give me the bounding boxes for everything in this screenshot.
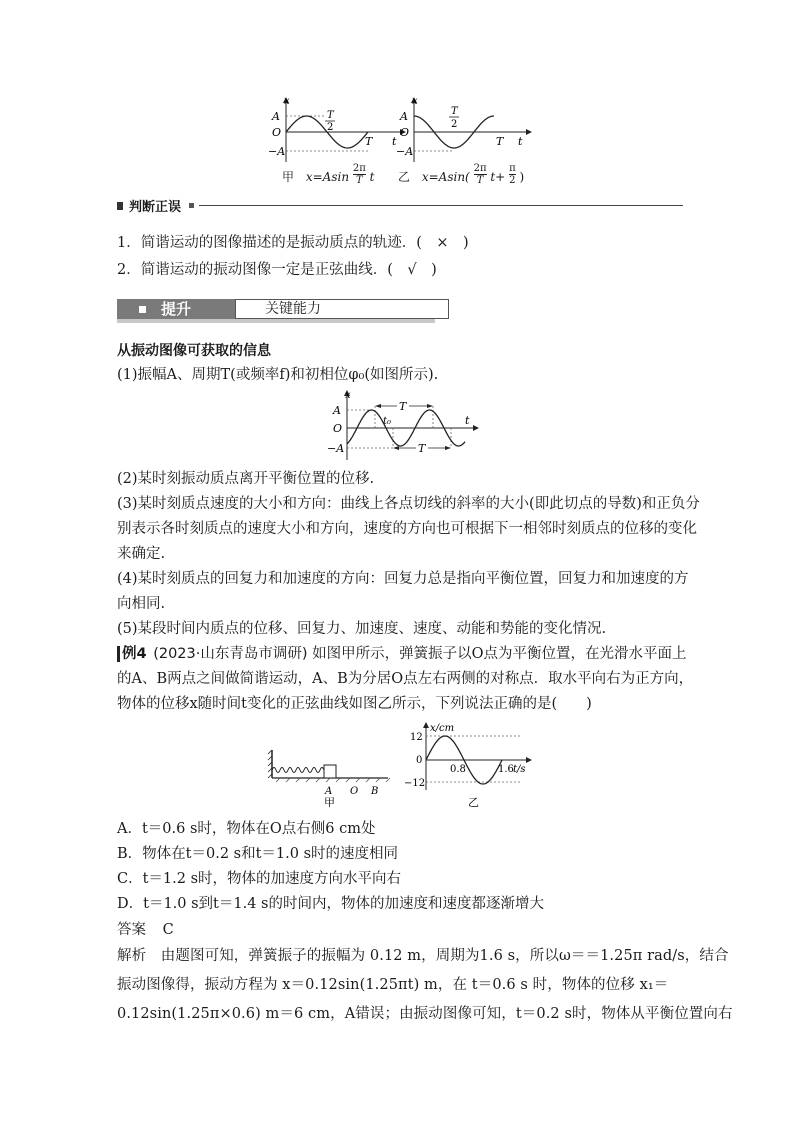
info-item-5: (5)某段时间内质点的位移、回复力、加速度、速度、动能和势能的变化情况.: [117, 621, 607, 637]
option-C: C．t＝1.2 s时，物体的加速度方向水平向右: [117, 871, 402, 887]
analysis-line-1: 解析 由题图可知，弹簧振子的振幅为 0.12 m，周期为1.6 s，所以ω＝＝1.25π rad/s，结合: [117, 948, 729, 964]
tisheng-banner: [117, 299, 435, 323]
jia-halfT-num: T: [327, 110, 334, 121]
info-item-3-line1: (3)某时刻质点速度的大小和方向：曲线上各点切线的斜率的大小(即此切点的导数)和正负分: [117, 496, 700, 512]
tisheng-underline: [117, 319, 435, 323]
caption-yi-frac2-den: 2: [509, 175, 516, 186]
yi-A-label: A: [400, 110, 408, 123]
caption-yi-eq: x=Asin(: [421, 170, 470, 184]
section-marker-left: [117, 202, 123, 210]
jia-t-label: t: [392, 135, 397, 148]
osc-B-label: B: [371, 786, 379, 797]
yi-O-label: O: [400, 126, 410, 139]
osc-A-label: A: [325, 786, 333, 797]
judge-item-1: 1．简谐运动的图像描述的是振动质点的轨迹．( × ): [117, 235, 469, 251]
caption-jia-tail: t: [369, 170, 375, 184]
tisheng-sub-label: 关键能力: [265, 301, 321, 317]
tisheng-label: 提升: [161, 300, 192, 318]
caption-jia-eq: x=Asin: [305, 170, 350, 184]
example-stem-1: 如图甲所示，弹簧振子以O点为平衡位置，在光滑水平面上: [312, 646, 687, 662]
sine-graph-jia: [270, 96, 410, 166]
yi-halfT-num: T: [451, 106, 458, 117]
yi-negA-label: −A: [396, 145, 414, 158]
yi-x-label: x: [412, 96, 418, 107]
xt-x-unit: t/s: [513, 764, 526, 775]
osc-caption: 甲: [324, 796, 335, 809]
xt-graph-figure: [400, 720, 540, 812]
jia-halfT-den: 2: [327, 122, 334, 133]
xt-caption: 乙: [468, 796, 479, 809]
caption-yi: [398, 163, 524, 187]
jia-O-label: O: [272, 126, 282, 139]
ap-T-top: T: [399, 400, 407, 413]
jia-x-label: x: [284, 96, 290, 107]
caption-yi-mid: t+: [490, 170, 506, 184]
analysis-line-3: 0.12sin(1.25π×0.6) m＝6 cm，A错误；由振动图像可知，t＝0.2 s时，物体从平衡位置向右: [117, 1006, 733, 1022]
jia-T-label: T: [365, 135, 373, 148]
info-item-3-line2: 别表示各时刻质点的速度大小和方向，速度的方向也可根据下一相邻时刻质点的位移的变化: [117, 521, 697, 537]
caption-yi-frac: [474, 163, 487, 186]
option-A: A．t＝0.6 s时，物体在O点右侧6 cm处: [117, 821, 376, 837]
osc-O-label: O: [350, 786, 359, 797]
info-item-2: (2)某时刻振动质点离开平衡位置的位移.: [117, 471, 375, 487]
section-rule: [199, 205, 683, 206]
option-B: B．物体在t＝0.2 s和t＝1.0 s时的速度相同: [117, 846, 399, 862]
answer-line: [117, 920, 174, 940]
example-tag: 例4: [117, 646, 147, 662]
info-item-4-line1: (4)某时刻质点的回复力和加速度的方向：回复力总是指向平衡位置，回复力和加速度的方: [117, 571, 689, 587]
yi-halfT-den: 2: [451, 119, 458, 130]
judge-section-header: [117, 199, 683, 213]
caption-yi-frac-den: T: [476, 175, 484, 186]
caption-yi-tail: ): [519, 170, 525, 184]
example-source: (2023·山东青岛市调研): [153, 646, 308, 662]
amplitude-period-graph: [325, 388, 485, 464]
example-line-2: 的A、B两点之间做简谐运动，A、B为分居O点左右两侧的对称点．取水平向右为正方向，: [117, 671, 694, 687]
caption-jia-prefix: 甲: [282, 170, 295, 184]
ap-A-label: A: [333, 404, 341, 417]
ap-negA-label: −A: [327, 442, 345, 455]
analysis-line-2: 振动图像得，振动方程为 x＝0.12sin(1.25πt) m，在 t＝0.6 s 时，物体的位移 x₁＝: [117, 977, 669, 993]
xt-y-bottom: −12: [404, 778, 426, 789]
yi-t-label: t: [518, 135, 523, 148]
xt-y-zero: 0: [416, 755, 423, 766]
info-heading: 从振动图像可获取的信息: [117, 343, 271, 359]
yi-T-label: T: [496, 135, 504, 148]
ap-O-label: O: [333, 422, 343, 435]
ap-T-bottom: T: [418, 442, 426, 455]
caption-jia-frac-num: 2π: [352, 163, 366, 174]
example-line-1: [117, 644, 687, 664]
caption-yi-frac2: [509, 163, 516, 186]
ap-t0-label: t₀: [383, 416, 392, 427]
jia-negA-label: −A: [268, 145, 286, 158]
caption-jia-frac: [353, 163, 366, 186]
caption-jia: [282, 163, 374, 187]
answer-value: C: [162, 922, 174, 938]
ap-x-label: x: [345, 390, 351, 401]
option-D: D．t＝1.0 s到t＝1.4 s的时间内，物体的加速度和速度都逐渐增大: [117, 896, 544, 912]
caption-yi-prefix: 乙: [398, 170, 411, 184]
caption-yi-frac-num: 2π: [473, 163, 487, 174]
jia-A-label: A: [272, 110, 280, 123]
caption-jia-frac-den: T: [356, 175, 363, 186]
caption-yi-frac2-num: π: [509, 163, 516, 174]
xt-y-label: x/cm: [430, 723, 455, 734]
xt-y-top: 12: [410, 732, 423, 743]
info-item-4-line2: 向相同.: [117, 596, 166, 612]
info-item-1: (1)振幅A、周期T(或频率f)和初相位φ₀(如图所示).: [117, 367, 439, 383]
ap-t-label: t: [465, 414, 470, 427]
section-marker-right: [189, 203, 194, 208]
tisheng-square-icon: [139, 306, 146, 313]
info-item-3-line3: 来确定.: [117, 546, 166, 562]
sine-graph-yi: [396, 96, 536, 166]
spring-oscillator-figure: [268, 746, 398, 812]
xt-x-mid: 0.8: [450, 764, 466, 775]
answer-label: 答案: [117, 922, 146, 938]
judge-section-title: 判断正误: [129, 200, 182, 215]
xt-x-end: 1.6: [498, 764, 514, 775]
judge-item-2: 2．简谐运动的振动图像一定是正弦曲线．( √ ): [117, 262, 437, 278]
example-line-3: 物体的位移x随时间t变化的正弦曲线如图乙所示，下列说法正确的是( ): [117, 696, 592, 712]
